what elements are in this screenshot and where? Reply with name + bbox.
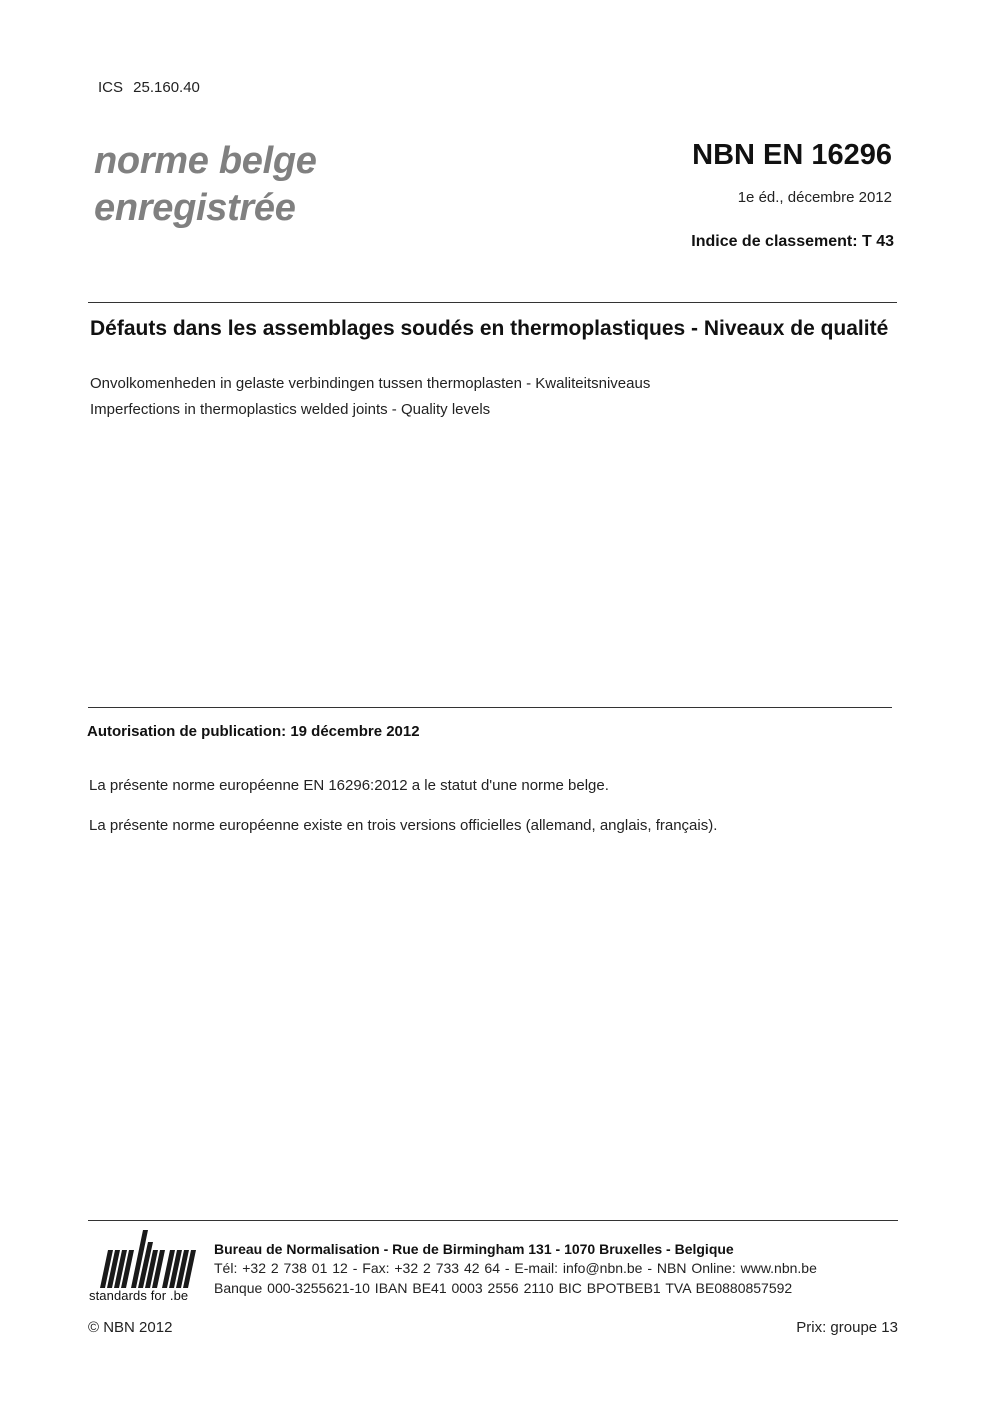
nbn-logo (88, 1228, 208, 1310)
publication-authorization: Autorisation de publication: 19 décembre 2012 (87, 723, 420, 740)
divider-middle (88, 707, 892, 708)
title-french: Défauts dans les assemblages soudés en thermoplastiques - Niveaux de qualité (90, 317, 889, 340)
footer-bank-details: Banque 000-3255621-10 IBAN BE41 0003 2556 2110 BIC BPOTBEB1 TVA BE0880857592 (214, 1280, 793, 1296)
logo-caption: standards for .be (89, 1288, 189, 1303)
versions-statement: La présente norme européenne existe en trois versions officielles (allemand, anglais, français). (89, 817, 718, 834)
status-statement: La présente norme européenne EN 16296:2012 a le statut d'une norme belge. (89, 777, 609, 794)
classification-index: Indice de classement: T 43 (691, 233, 894, 250)
divider-footer (88, 1220, 898, 1221)
ics-code: ICS 25.160.40 (98, 79, 200, 96)
footer-contacts: Tél: +32 2 738 01 12 - Fax: +32 2 733 42 64 - E-mail: info@nbn.be - NBN Online: www.nbn.be (214, 1260, 817, 1276)
standard-number: NBN EN 16296 (692, 139, 892, 171)
brand-line-2: enregistrée (94, 187, 296, 229)
title-english: Imperfections in thermoplastics welded joints - Quality levels (90, 401, 491, 418)
divider-top (88, 302, 897, 303)
brand-line-1: norme belge (94, 140, 317, 182)
copyright: © NBN 2012 (88, 1319, 173, 1336)
nbn-logo-icon (96, 1228, 196, 1290)
title-dutch: Onvolkomenheden in gelaste verbindingen tussen thermoplasten - Kwaliteitsniveaus (90, 375, 651, 392)
footer-address: Bureau de Normalisation - Rue de Birmingham 131 - 1070 Bruxelles - Belgique (214, 1241, 734, 1257)
price-group: Prix: groupe 13 (796, 1319, 898, 1336)
edition-date: 1e éd., décembre 2012 (737, 189, 892, 206)
